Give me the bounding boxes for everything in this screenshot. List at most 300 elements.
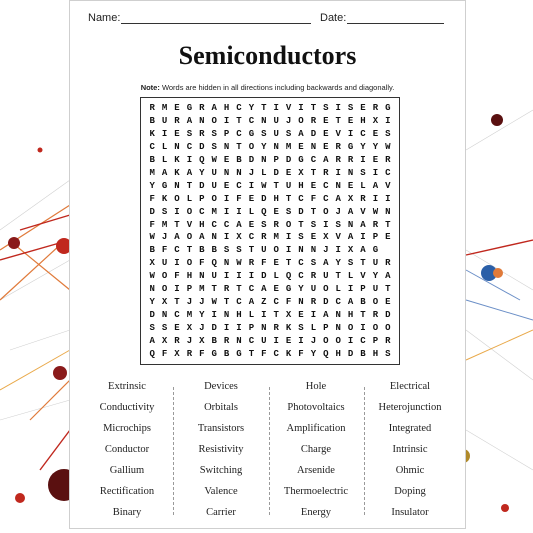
grid-letter: G bbox=[385, 103, 391, 114]
grid-letter: B bbox=[211, 335, 217, 346]
word-item: Heterojunction bbox=[378, 402, 442, 413]
grid-letter: E bbox=[298, 309, 304, 320]
grid-letter: T bbox=[310, 103, 317, 114]
word-item: Doping bbox=[394, 486, 426, 497]
grid-letter: N bbox=[298, 245, 304, 256]
grid-letter: O bbox=[273, 245, 279, 256]
grid-letter: U bbox=[310, 284, 317, 295]
grid-letter: N bbox=[261, 322, 267, 333]
grid-letter: A bbox=[372, 180, 379, 191]
grid-letter: F bbox=[149, 219, 155, 230]
grid-letter: B bbox=[149, 116, 155, 127]
grid-letter: S bbox=[310, 258, 317, 269]
grid-letter: V bbox=[285, 103, 292, 114]
name-field[interactable] bbox=[88, 11, 311, 24]
word-column-1 bbox=[79, 379, 175, 526]
grid-letter: O bbox=[174, 193, 180, 204]
grid-letter: T bbox=[186, 180, 193, 191]
word-item: Ohmic bbox=[395, 465, 425, 476]
grid-letter: V bbox=[186, 219, 193, 230]
grid-letter: Z bbox=[261, 296, 267, 307]
grid-letter: D bbox=[261, 271, 267, 282]
word-item: Gallium bbox=[109, 465, 145, 476]
grid-letter: S bbox=[298, 322, 304, 333]
grid-letter: E bbox=[385, 232, 391, 243]
grid-letter: S bbox=[211, 129, 217, 140]
word-search-grid bbox=[140, 97, 400, 365]
note-text: Words are hidden in all directions including backwards and diagonally. bbox=[159, 83, 395, 92]
grid-letter: T bbox=[335, 271, 341, 282]
grid-letter: H bbox=[236, 309, 242, 320]
instruction-note bbox=[70, 83, 465, 92]
grid-letter: X bbox=[285, 309, 292, 320]
grid-letter: R bbox=[199, 129, 205, 140]
grid-letter: C bbox=[335, 296, 341, 307]
grid-letter: E bbox=[248, 219, 255, 230]
grid-letter: S bbox=[236, 245, 242, 256]
grid-letter: A bbox=[248, 296, 255, 307]
grid-letter: U bbox=[285, 180, 292, 191]
grid-letter: Y bbox=[372, 271, 379, 282]
grid-letter: A bbox=[298, 129, 304, 140]
grid-letter: A bbox=[161, 167, 168, 178]
grid-letter: R bbox=[360, 193, 366, 204]
grid-letter: Y bbox=[360, 142, 366, 153]
grid-letter: U bbox=[161, 258, 168, 269]
grid-letter: K bbox=[285, 322, 292, 333]
grid-letter: E bbox=[310, 180, 317, 191]
grid-letter: G bbox=[248, 129, 255, 140]
grid-letter: T bbox=[310, 167, 317, 178]
grid-letter: E bbox=[372, 155, 379, 166]
grid-letter: N bbox=[223, 309, 230, 320]
word-item: Transistors bbox=[197, 423, 245, 434]
grid-letter: N bbox=[199, 271, 205, 282]
grid-letter: I bbox=[347, 129, 354, 140]
grid-letter: I bbox=[161, 129, 168, 140]
word-item: Conductor bbox=[104, 444, 150, 455]
grid-letter: D bbox=[347, 348, 354, 359]
grid-letter: U bbox=[273, 116, 279, 127]
grid-letter: I bbox=[174, 258, 180, 269]
grid-letter: C bbox=[273, 348, 279, 359]
grid-letter: P bbox=[372, 232, 379, 243]
grid-letter: X bbox=[161, 296, 168, 307]
grid-letter: A bbox=[149, 335, 155, 346]
word-item: Devices bbox=[204, 381, 238, 392]
grid-letter: N bbox=[335, 309, 341, 320]
grid-letter: N bbox=[223, 167, 230, 178]
grid-letter: S bbox=[323, 103, 329, 114]
grid-letter: N bbox=[261, 155, 267, 166]
grid-letter: L bbox=[335, 284, 341, 295]
grid-letter: P bbox=[360, 284, 366, 295]
grid-letter: C bbox=[236, 296, 242, 307]
grid-letter: H bbox=[273, 193, 279, 204]
grid-letter: I bbox=[273, 103, 279, 114]
grid-letter: L bbox=[261, 167, 267, 178]
grid-letter: E bbox=[174, 322, 180, 333]
grid-letter: U bbox=[372, 284, 379, 295]
date-line[interactable] bbox=[347, 11, 444, 24]
grid-letter: T bbox=[360, 309, 366, 320]
grid-letter: S bbox=[310, 219, 317, 230]
grid-letter: G bbox=[161, 180, 168, 191]
grid-letter: Y bbox=[199, 309, 205, 320]
grid-letter: E bbox=[174, 129, 180, 140]
grid-letter: E bbox=[372, 129, 379, 140]
grid-letter: V bbox=[385, 180, 391, 191]
grid-letter: Y bbox=[310, 348, 317, 359]
grid-letter: B bbox=[223, 348, 230, 359]
grid-letter: O bbox=[186, 232, 193, 243]
grid-letter: X bbox=[186, 322, 193, 333]
grid-letter: K bbox=[285, 348, 292, 359]
word-item: Valence bbox=[204, 486, 238, 497]
grid-letter: A bbox=[199, 232, 205, 243]
grid-letter: M bbox=[186, 309, 193, 320]
word-column-2 bbox=[173, 379, 269, 526]
grid-letter: S bbox=[161, 206, 168, 217]
grid-letter: J bbox=[186, 296, 193, 307]
grid-letter: V bbox=[360, 271, 366, 282]
grid-letter: K bbox=[161, 193, 168, 204]
grid-letter: I bbox=[323, 219, 329, 230]
grid-letter: M bbox=[161, 103, 168, 114]
grid-letter: H bbox=[223, 103, 230, 114]
grid-letter: D bbox=[323, 296, 329, 307]
grid-letter: N bbox=[335, 180, 341, 191]
grid-letter: O bbox=[335, 335, 341, 346]
grid-letter: C bbox=[223, 219, 230, 230]
grid-letter: M bbox=[149, 167, 155, 178]
grid-letter: F bbox=[310, 193, 317, 204]
grid-letter: W bbox=[211, 296, 217, 307]
grid-letter: W bbox=[385, 142, 391, 153]
grid-letter: E bbox=[385, 296, 391, 307]
note-label: Note: bbox=[140, 83, 160, 92]
grid-letter: I bbox=[223, 232, 230, 243]
grid-letter: W bbox=[372, 206, 379, 217]
grid-letter: Q bbox=[323, 348, 329, 359]
grid-letter: A bbox=[360, 219, 366, 230]
grid-letter: R bbox=[385, 258, 391, 269]
grid-letter: G bbox=[186, 103, 193, 114]
grid-letter: D bbox=[149, 309, 155, 320]
grid-letter: S bbox=[285, 206, 292, 217]
grid-letter: I bbox=[285, 245, 292, 256]
grid-letter: Q bbox=[149, 348, 155, 359]
grid-letter: S bbox=[261, 219, 267, 230]
grid-letter: M bbox=[199, 284, 205, 295]
grid-letter: C bbox=[236, 180, 242, 191]
grid-letter: Y bbox=[261, 142, 267, 153]
grid-letter: E bbox=[285, 167, 292, 178]
word-item: Intrinsic bbox=[392, 444, 428, 455]
grid-letter: T bbox=[236, 284, 242, 295]
grid-letter: H bbox=[298, 180, 304, 191]
grid-letter: Q bbox=[211, 258, 217, 269]
grid-letter: N bbox=[161, 309, 168, 320]
word-item: Switching bbox=[199, 465, 243, 476]
grid-letter: J bbox=[323, 245, 329, 256]
word-item: Binary bbox=[112, 507, 142, 518]
grid-letter: N bbox=[236, 335, 242, 346]
date-label: Date: bbox=[320, 12, 347, 24]
grid-letter: F bbox=[285, 296, 292, 307]
grid-letter: T bbox=[211, 284, 217, 295]
grid-letter: R bbox=[347, 155, 354, 166]
grid-letter: H bbox=[360, 116, 366, 127]
grid-letter: D bbox=[385, 309, 391, 320]
grid-letter: I bbox=[372, 193, 379, 204]
grid-letter: R bbox=[372, 309, 379, 320]
word-item: Carrier bbox=[206, 507, 236, 518]
grid-letter: C bbox=[174, 245, 180, 256]
grid-letter: O bbox=[372, 322, 379, 333]
word-item: Energy bbox=[300, 507, 332, 518]
grid-letter: O bbox=[285, 219, 292, 230]
grid-letter: T bbox=[360, 258, 366, 269]
grid-letter: G bbox=[372, 245, 379, 256]
grid-letter: A bbox=[174, 232, 180, 243]
grid-letter: T bbox=[335, 116, 341, 127]
grid-letter: N bbox=[174, 180, 180, 191]
date-field[interactable] bbox=[320, 11, 444, 24]
grid-letter: S bbox=[347, 258, 354, 269]
grid-letter: M bbox=[285, 142, 292, 153]
grid-letter: R bbox=[385, 155, 391, 166]
grid-letter: K bbox=[174, 167, 180, 178]
grid-letter: O bbox=[385, 322, 391, 333]
grid-letter: U bbox=[161, 116, 168, 127]
grid-letter: I bbox=[335, 245, 341, 256]
grid-letter: H bbox=[347, 309, 354, 320]
grid-letter: C bbox=[174, 309, 180, 320]
grid-letter: G bbox=[211, 348, 217, 359]
grid-letter: T bbox=[285, 258, 292, 269]
grid-letter: B bbox=[199, 245, 205, 256]
grid-letter: A bbox=[186, 167, 193, 178]
grid-letter: J bbox=[335, 206, 341, 217]
grid-letter: D bbox=[285, 155, 292, 166]
grid-letter: S bbox=[211, 142, 217, 153]
grid-letter: C bbox=[273, 296, 279, 307]
grid-letter: L bbox=[186, 193, 193, 204]
grid-letter: O bbox=[347, 322, 354, 333]
grid-letter: S bbox=[186, 129, 193, 140]
grid-letter: Y bbox=[149, 180, 155, 191]
grid-letter: N bbox=[149, 284, 155, 295]
grid-letter: I bbox=[223, 322, 230, 333]
grid-letter: S bbox=[261, 129, 267, 140]
word-column-3 bbox=[268, 379, 364, 526]
grid-letter: I bbox=[360, 232, 366, 243]
grid-letter: C bbox=[248, 116, 255, 127]
grid-letter: I bbox=[211, 309, 217, 320]
grid-letter: I bbox=[298, 335, 304, 346]
word-item: Rectification bbox=[99, 486, 155, 497]
grid-letter: R bbox=[385, 335, 391, 346]
grid-letter: B bbox=[360, 348, 366, 359]
grid-letter: I bbox=[186, 155, 193, 166]
page-title: Semiconductors bbox=[178, 41, 357, 70]
grid-letter: C bbox=[385, 167, 391, 178]
grid-letter: A bbox=[335, 193, 341, 204]
name-line[interactable] bbox=[121, 11, 311, 24]
name-label: Name: bbox=[88, 12, 121, 24]
grid-letter: L bbox=[347, 271, 354, 282]
grid-letter: E bbox=[360, 103, 366, 114]
grid-letter: H bbox=[335, 348, 341, 359]
grid-letter: R bbox=[174, 335, 180, 346]
grid-letter: E bbox=[347, 116, 354, 127]
word-item: Electrical bbox=[389, 381, 431, 392]
grid-letter: R bbox=[186, 348, 193, 359]
grid-letter: S bbox=[347, 103, 354, 114]
grid-letter: R bbox=[372, 219, 379, 230]
grid-letter: K bbox=[149, 129, 155, 140]
grid-letter: E bbox=[174, 103, 180, 114]
grid-letter: I bbox=[174, 284, 180, 295]
grid-letter: J bbox=[199, 322, 205, 333]
grid-letter: N bbox=[223, 142, 230, 153]
grid-letter: I bbox=[236, 271, 242, 282]
grid-letter: M bbox=[211, 206, 217, 217]
grid-letter: N bbox=[347, 167, 354, 178]
grid-letter: A bbox=[323, 155, 329, 166]
grid-letter: L bbox=[161, 155, 168, 166]
grid-letter: P bbox=[248, 322, 255, 333]
word-item: Conductivity bbox=[99, 402, 155, 413]
grid-letter: N bbox=[310, 245, 317, 256]
grid-letter: Y bbox=[372, 142, 379, 153]
grid-letter: R bbox=[310, 271, 317, 282]
grid-letter: C bbox=[323, 180, 329, 191]
grid-letter: S bbox=[360, 167, 366, 178]
grid-letter: R bbox=[335, 155, 341, 166]
word-list bbox=[70, 379, 467, 524]
grid-letter: X bbox=[161, 335, 168, 346]
grid-letter: D bbox=[199, 142, 205, 153]
grid-letter: Y bbox=[149, 296, 155, 307]
grid-letter: Y bbox=[248, 103, 255, 114]
grid-letter: O bbox=[248, 142, 255, 153]
grid-letter: F bbox=[199, 348, 205, 359]
grid-letter: F bbox=[174, 271, 180, 282]
word-item: Amplification bbox=[286, 423, 346, 434]
grid-letter: C bbox=[236, 129, 242, 140]
grid-letter: C bbox=[298, 258, 304, 269]
grid-letter: U bbox=[211, 180, 217, 191]
grid-letter: R bbox=[310, 116, 317, 127]
grid-letter: E bbox=[273, 284, 279, 295]
grid-letter: R bbox=[372, 103, 379, 114]
grid-letter: W bbox=[261, 180, 267, 191]
grid-letter: P bbox=[186, 284, 193, 295]
grid-letter: E bbox=[323, 142, 329, 153]
grid-letter: R bbox=[273, 219, 279, 230]
grid-letter: O bbox=[211, 116, 217, 127]
grid-letter: D bbox=[211, 322, 217, 333]
grid-letter: C bbox=[323, 193, 329, 204]
grid-letter: T bbox=[385, 219, 391, 230]
grid-letter: Q bbox=[285, 271, 292, 282]
grid-letter: C bbox=[149, 142, 155, 153]
grid-letter: S bbox=[285, 129, 292, 140]
grid-letter: N bbox=[174, 142, 180, 153]
word-item: Resistivity bbox=[198, 444, 244, 455]
grid-letter: P bbox=[323, 322, 329, 333]
word-item: Orbitals bbox=[204, 402, 238, 413]
grid-letter: B bbox=[236, 155, 242, 166]
grid-letter: C bbox=[186, 142, 193, 153]
grid-letter: E bbox=[285, 335, 292, 346]
grid-letter: D bbox=[149, 206, 155, 217]
grid-letter: I bbox=[335, 103, 341, 114]
grid-letter: J bbox=[186, 335, 193, 346]
grid-letter: P bbox=[223, 129, 230, 140]
grid-letter: C bbox=[248, 284, 255, 295]
grid-letter: W bbox=[211, 155, 217, 166]
grid-letter: T bbox=[236, 142, 242, 153]
grid-letter: G bbox=[347, 142, 354, 153]
grid-letter: N bbox=[347, 219, 354, 230]
grid-letter: P bbox=[273, 155, 279, 166]
grid-letter: Y bbox=[335, 258, 341, 269]
grid-letter: M bbox=[273, 232, 279, 243]
grid-letter: O bbox=[323, 284, 329, 295]
grid-letter: X bbox=[298, 167, 304, 178]
grid-letter: T bbox=[248, 245, 255, 256]
grid-letter: F bbox=[149, 193, 155, 204]
grid-letter: M bbox=[161, 219, 168, 230]
grid-letter: N bbox=[261, 116, 267, 127]
grid-letter: U bbox=[372, 258, 379, 269]
grid-letter: F bbox=[161, 348, 168, 359]
grid-letter: C bbox=[360, 129, 366, 140]
grid-letter: F bbox=[236, 193, 242, 204]
grid-letter: B bbox=[360, 296, 366, 307]
grid-letter: A bbox=[347, 296, 354, 307]
grid-letter: R bbox=[174, 116, 180, 127]
grid-letter: R bbox=[248, 258, 255, 269]
grid-letter: T bbox=[223, 296, 230, 307]
grid-letter: L bbox=[248, 206, 255, 217]
grid-letter: B bbox=[211, 245, 217, 256]
grid-letter: W bbox=[149, 271, 155, 282]
grid-letter: F bbox=[161, 245, 168, 256]
grid-letter: T bbox=[273, 180, 279, 191]
grid-letter: N bbox=[335, 322, 341, 333]
grid-letter: E bbox=[323, 116, 329, 127]
grid-letter: I bbox=[385, 116, 391, 127]
grid-letter: U bbox=[261, 335, 267, 346]
grid-letter: U bbox=[261, 245, 267, 256]
grid-letter: C bbox=[199, 206, 205, 217]
grid-letter: E bbox=[347, 180, 354, 191]
grid-letter: I bbox=[223, 271, 230, 282]
grid-letter: D bbox=[261, 193, 267, 204]
word-item: Extrinsic bbox=[108, 381, 146, 392]
grid-letter: Q bbox=[261, 206, 267, 217]
grid-letter: S bbox=[385, 129, 391, 140]
grid-letter: F bbox=[261, 258, 267, 269]
word-item: Integrated bbox=[388, 423, 432, 434]
grid-letter: C bbox=[211, 219, 217, 230]
grid-letter: I bbox=[310, 309, 317, 320]
grid-letter: N bbox=[310, 142, 317, 153]
